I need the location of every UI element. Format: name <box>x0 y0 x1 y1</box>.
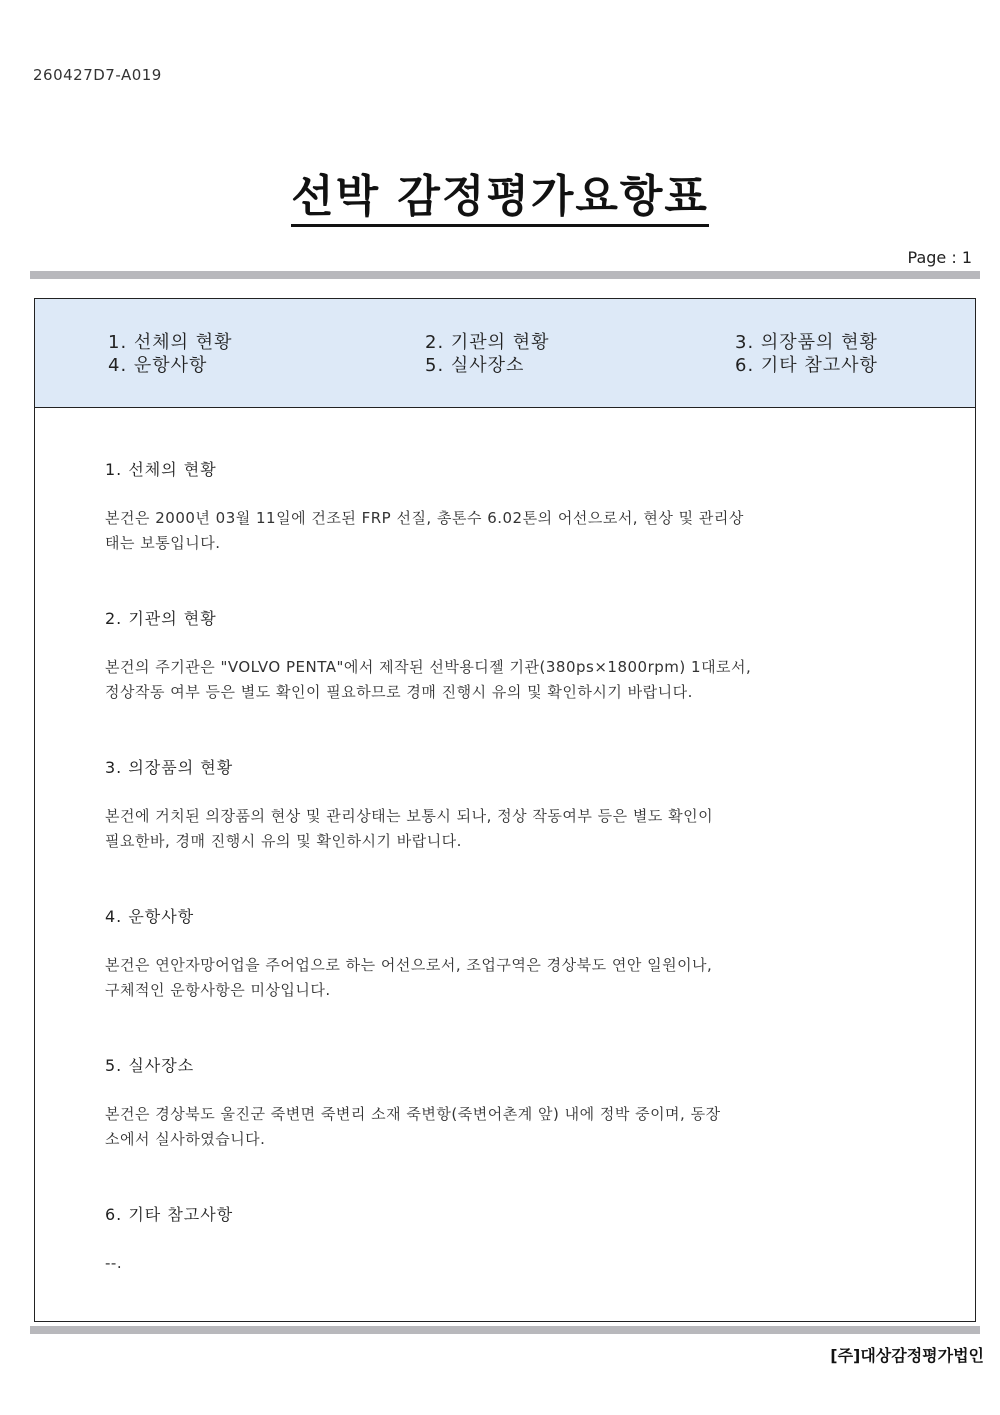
section-line: 본건은 2000년 03월 11일에 건조된 FRP 선질, 총톤수 6.02톤의 어선으로서, 현상 및 관리상 <box>105 509 744 527</box>
page-number: Page : 1 <box>907 248 972 267</box>
section-title-equipment: 3. 의장품의 현황 <box>105 758 234 777</box>
section-line: 필요한바, 경매 진행시 유의 및 확인하시기 바랍니다. <box>105 832 462 850</box>
section-title-operation: 4. 운항사항 <box>105 907 195 926</box>
toc-item-3: 3. 의장품의 현황 <box>735 332 878 353</box>
section-body-other-notes <box>105 1251 935 1276</box>
section-body-operation <box>105 953 935 1003</box>
toc-item-6: 6. 기타 참고사항 <box>735 355 878 376</box>
section-title-other-notes: 6. 기타 참고사항 <box>105 1205 234 1224</box>
company-name: [주]대상감정평가법인 <box>830 1346 984 1365</box>
table-of-contents <box>35 299 975 408</box>
toc-item-2: 2. 기관의 현황 <box>425 332 550 353</box>
section-line: 본건에 거치된 의장품의 현상 및 관리상태는 보통시 되나, 정상 작동여부 등은 별도 확인이 <box>105 807 714 825</box>
content-frame <box>34 298 976 1322</box>
toc-item-5: 5. 실사장소 <box>425 355 525 376</box>
section-line: 본건은 경상북도 울진군 죽변면 죽변리 소재 죽변항(죽변어촌계 앞) 내에 정박 중이며, 동장 <box>105 1105 721 1123</box>
section-body-equipment <box>105 804 935 854</box>
section-title-engine: 2. 기관의 현황 <box>105 609 217 628</box>
section-line: 구체적인 운항사항은 미상입니다. <box>105 981 331 999</box>
toc-item-4: 4. 운항사항 <box>108 355 208 376</box>
document-id: 260427D7-A019 <box>33 66 162 84</box>
section-line: 본건은 연안자망어업을 주어업으로 하는 어선으로서, 조업구역은 경상북도 연안 일원이나, <box>105 956 713 974</box>
section-title-hull: 1. 선체의 현황 <box>105 460 217 479</box>
section-line: 소에서 실사하였습니다. <box>105 1130 266 1148</box>
document-title-text: 선박 감정평가요항표 <box>291 171 709 227</box>
footer-divider <box>30 1326 980 1334</box>
header-divider <box>30 271 980 279</box>
section-line: --. <box>105 1254 123 1272</box>
section-title-inspection-site: 5. 실사장소 <box>105 1056 195 1075</box>
section-body-inspection-site <box>105 1102 935 1152</box>
toc-item-1: 1. 선체의 현황 <box>108 332 233 353</box>
section-line: 정상작동 여부 등은 별도 확인이 필요하므로 경매 진행시 유의 및 확인하시기 바랍니다. <box>105 683 693 701</box>
document-title <box>0 160 1000 224</box>
section-body-hull <box>105 506 935 556</box>
section-line: 태는 보통입니다. <box>105 534 221 552</box>
section-line: 본건의 주기관은 "VOLVO PENTA"에서 제작된 선박용디젤 기관(380ps×1800rpm) 1대로서, <box>105 658 752 676</box>
section-body-engine <box>105 655 935 705</box>
